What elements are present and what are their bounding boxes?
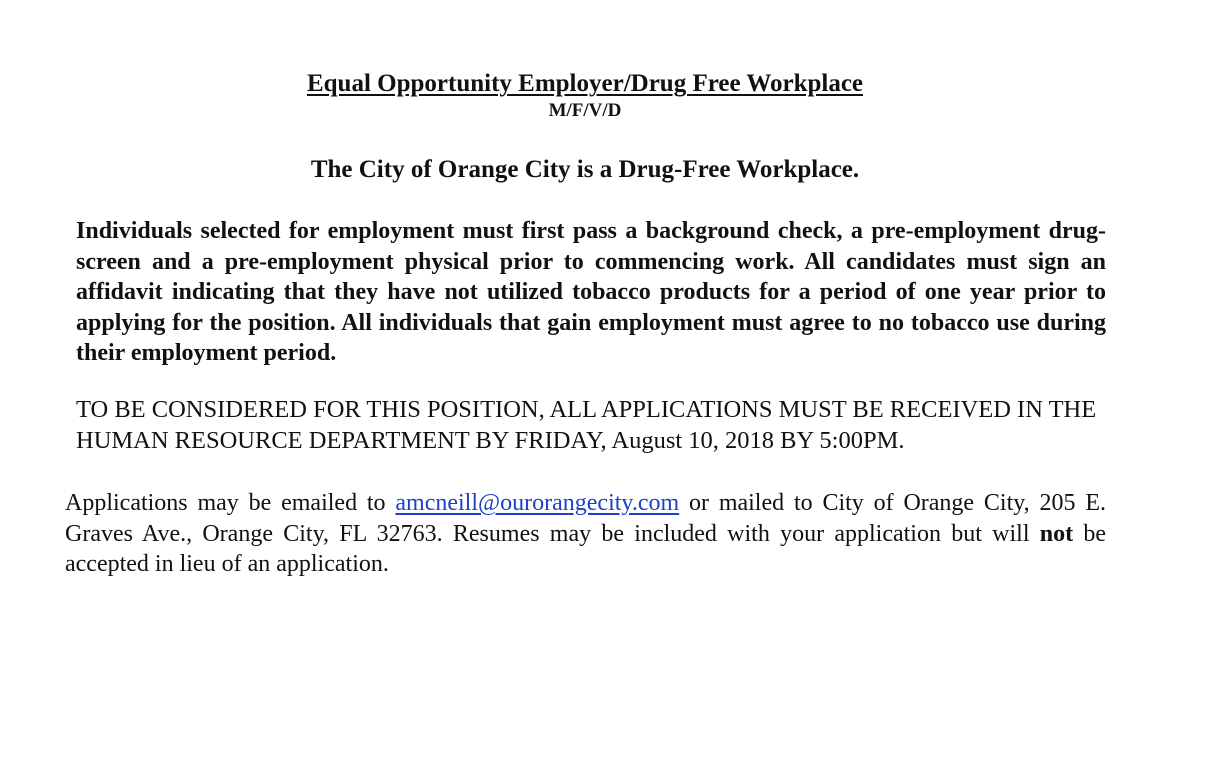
application-intro-text: Applications may be emailed to <box>65 490 396 516</box>
application-mail-text: or mailed to City of Orange City, 205 E. Graves Ave., Orange City, FL 32763. Resumes may be included with your application but will <box>65 490 1106 547</box>
drug-free-statement: The City of Orange City is a Drug-Free Workplace. <box>310 156 860 183</box>
email-link[interactable]: amcneill@ourorangecity.com <box>395 490 680 516</box>
application-deadline-paragraph: TO BE CONSIDERED FOR THIS POSITION, ALL APPLICATIONS MUST BE RECEIVED IN THE HUMAN RESOURCE DEPARTMENT BY FRIDAY, August 10, 2018 BY 5:00PM. <box>76 396 1097 454</box>
application-instructions-paragraph <box>65 488 1106 580</box>
application-end-text: be accepted in lieu of an application. <box>65 520 1106 577</box>
document-title: Equal Opportunity Employer/Drug Free Workplace <box>306 70 864 97</box>
employment-requirements-paragraph: Individuals selected for employment must first pass a background check, a pre-employment drug-screen and a pre-employment physical prior to commencing work. All candidates must sign an affidavit indicating that they have not utilized tobacco products for a period of one year prior to applying for the position. All individuals that gain employment must agree to no tobacco use during their employment period. <box>76 218 1106 366</box>
document-subtitle: M/F/V/D <box>548 100 622 121</box>
emphasis-not-text: not <box>1039 520 1074 547</box>
